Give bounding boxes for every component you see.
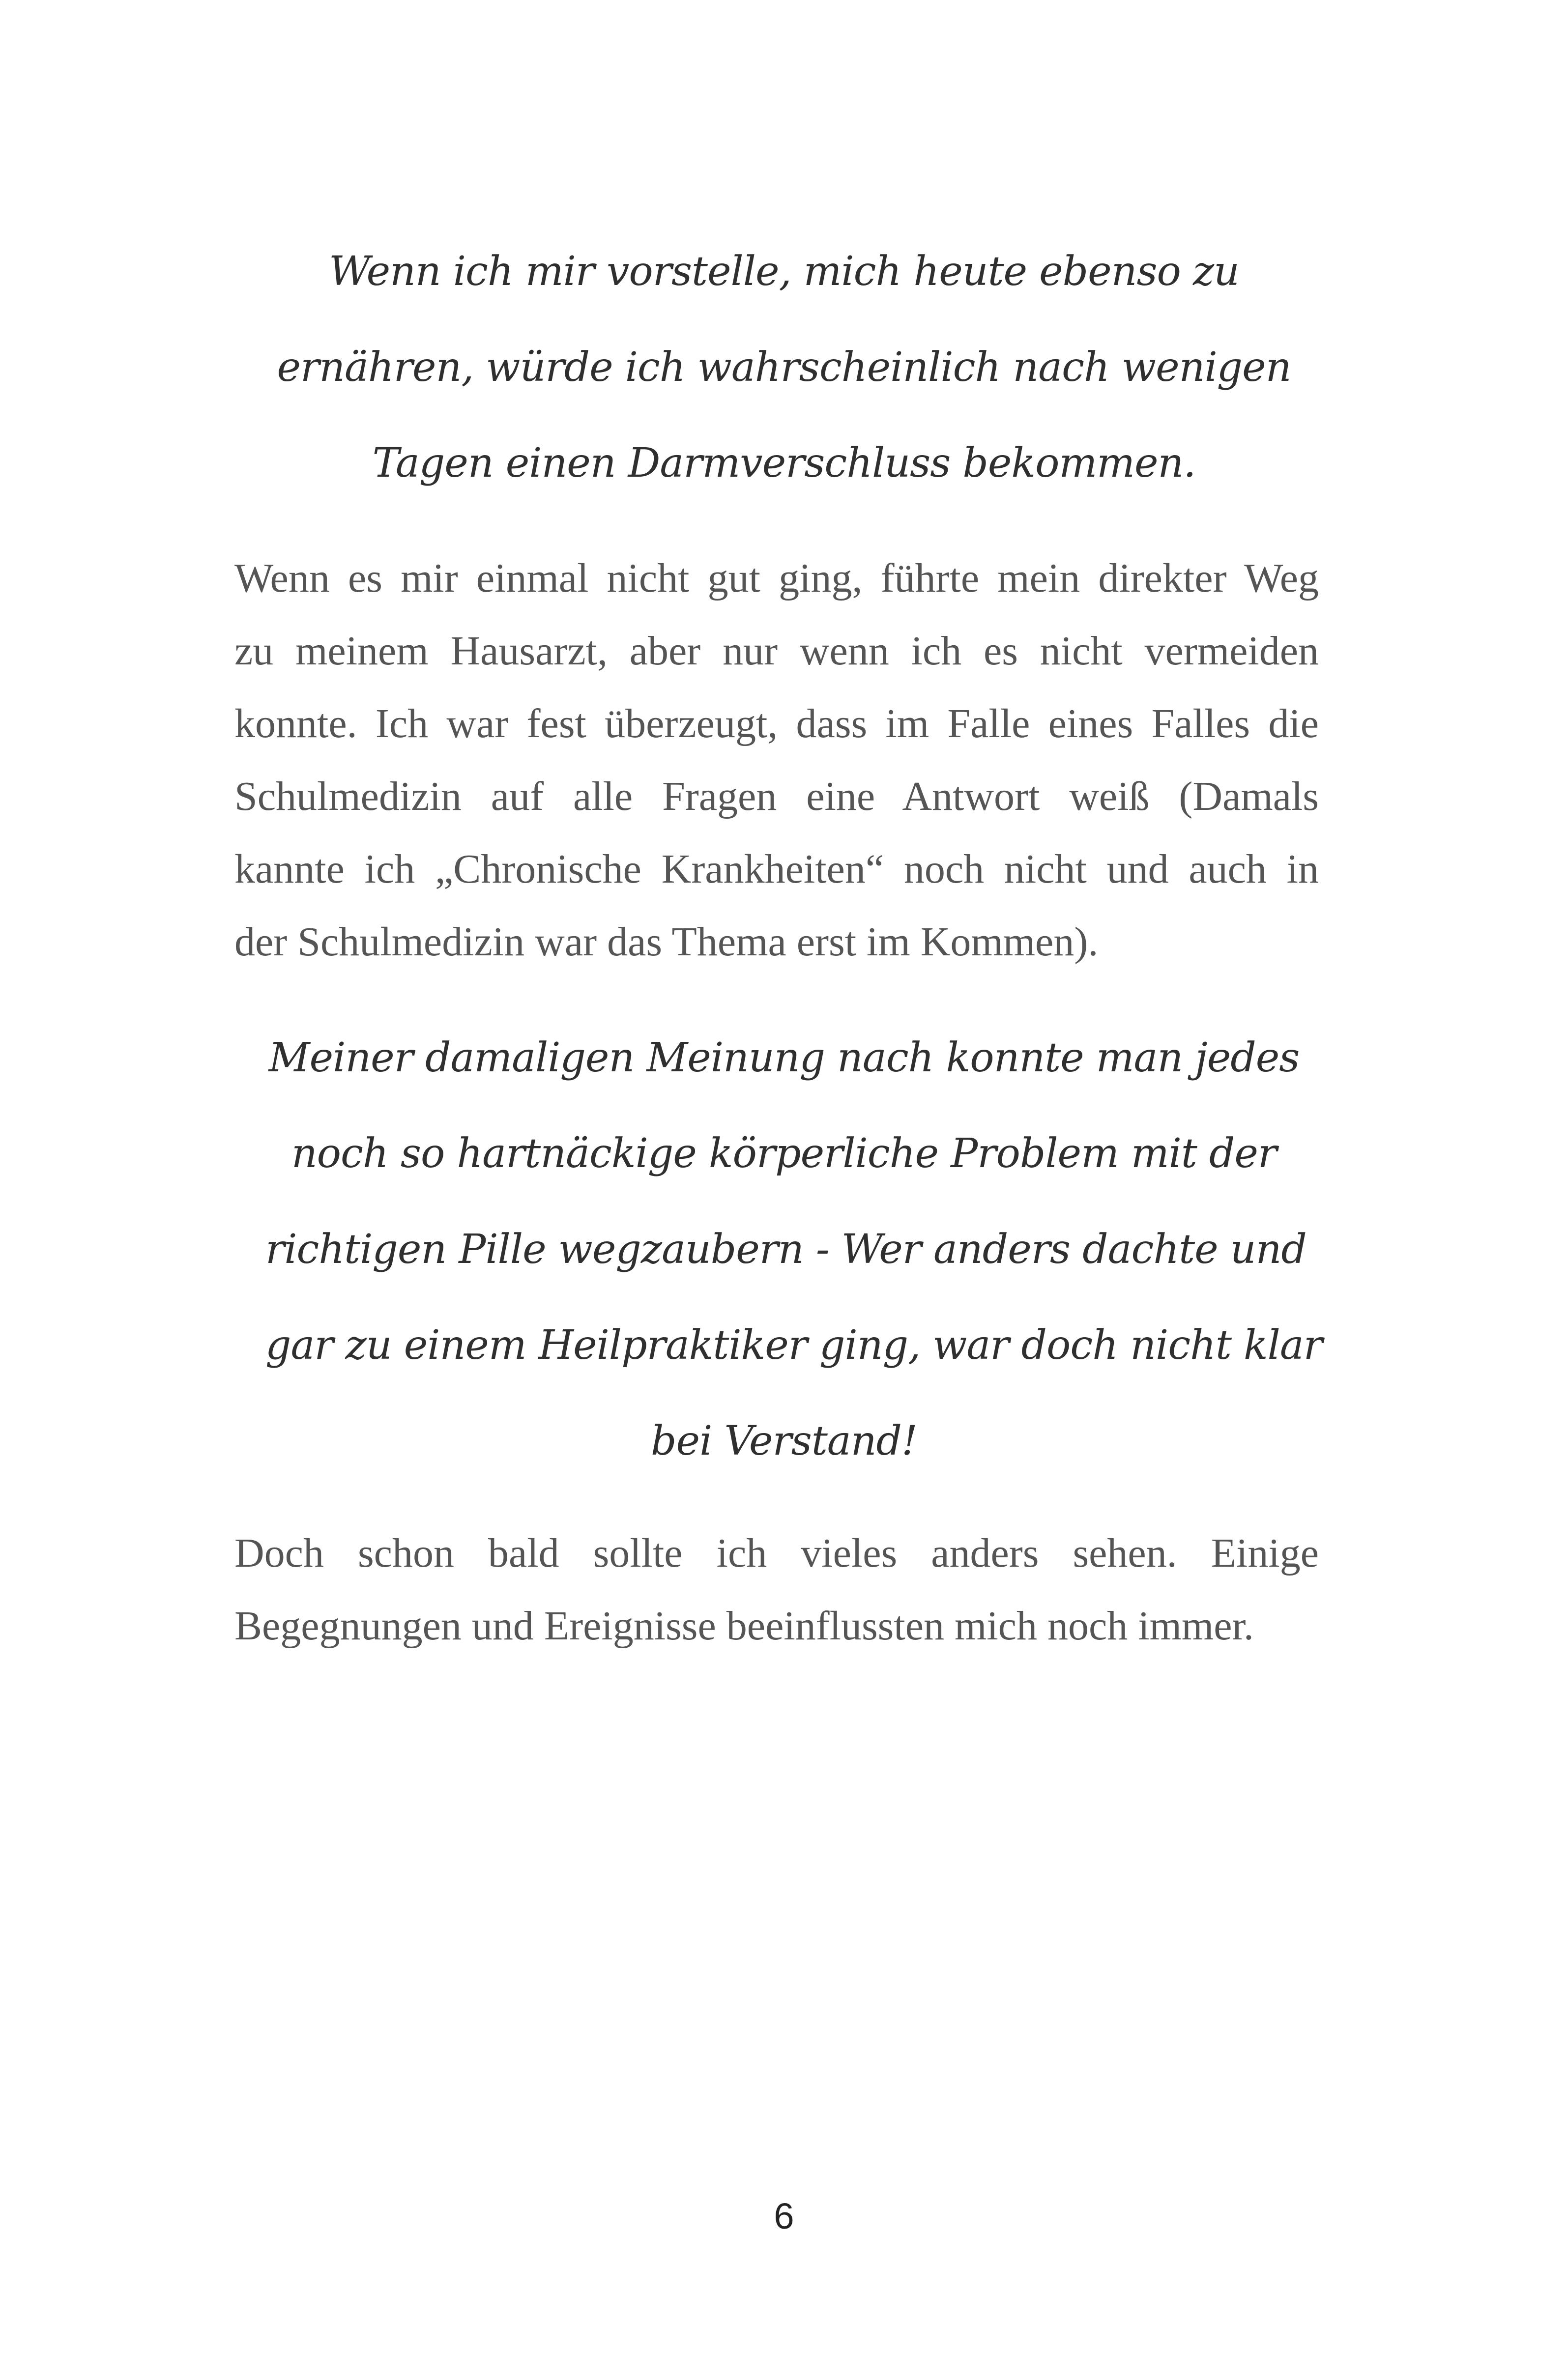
quote-line: Tagen einen Darmverschluss bekommen. [372, 440, 1196, 487]
pull-quote-pill [265, 1010, 1322, 1489]
quote-line: gar zu einem Heilpraktiker ging, war doch nicht klar [265, 1322, 1322, 1369]
paragraph-line: zu meinem Hausarzt, aber nur wenn ich es nicht vermeiden [234, 628, 1319, 674]
paragraph-line: Wenn es mir einmal nicht gut ging, führte mein direkter Weg [234, 555, 1319, 601]
paragraph-line: Schulmedizin auf alle Fragen eine Antwort weiß (Damals [234, 774, 1319, 819]
body-paragraph-family-doctor [234, 542, 1319, 978]
paragraph-line: Begegnungen und Ereignisse beeinflussten mich noch immer. [234, 1603, 1254, 1649]
quote-line: ernähren, würde ich wahrscheinlich nach wenigen [277, 344, 1291, 391]
quote-line: bei Verstand! [651, 1418, 917, 1464]
quote-line: Meiner damaligen Meinung nach konnte man jedes [268, 1034, 1300, 1081]
paragraph-line: kannte ich „Chronische Krankheiten“ noch nicht und auch in [234, 846, 1319, 892]
paragraph-line: Doch schon bald sollte ich vieles anders sehen. Einige [234, 1530, 1319, 1576]
pull-quote-diet [265, 224, 1303, 511]
page-number: 6 [774, 2196, 794, 2237]
quote-line: noch so hartnäckige körperliche Problem mit der [291, 1130, 1277, 1177]
body-paragraph-change [234, 1517, 1319, 1663]
quote-line: richtigen Pille wegzaubern - Wer anders dachte und [265, 1226, 1307, 1273]
paragraph-line: der Schulmedizin war das Thema erst im Kommen). [234, 919, 1099, 965]
quote-line: Wenn ich mir vorstelle, mich heute ebenso zu [328, 248, 1239, 295]
paragraph-line: konnte. Ich war fest überzeugt, dass im Falle eines Falles die [234, 701, 1319, 746]
